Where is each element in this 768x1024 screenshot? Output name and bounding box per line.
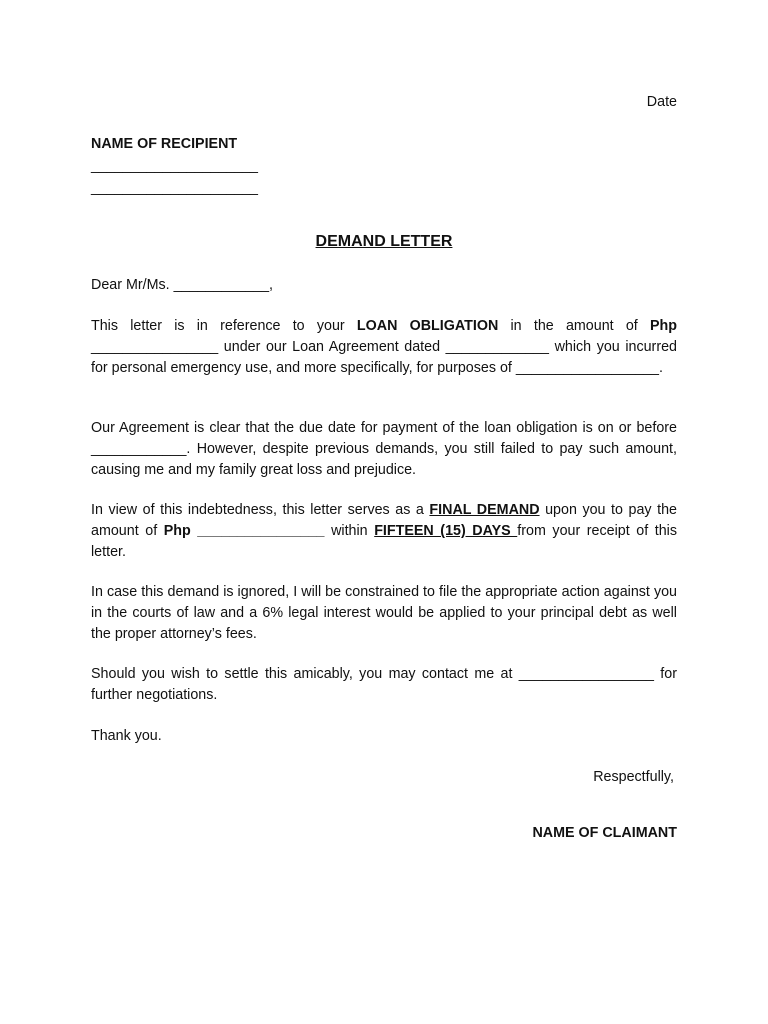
- paragraph-contact: Should you wish to settle this amicably, you may contact me at _________________ for further negotiations.: [91, 666, 677, 703]
- paragraph-text: in the amount of: [498, 318, 650, 334]
- paragraph-text: In view of this indebtedness, this letter serves as a: [91, 502, 430, 518]
- claimant-name: NAME OF CLAIMANT: [532, 825, 677, 841]
- thanks-line: Thank you.: [91, 728, 162, 744]
- paragraph-due-date: Our Agreement is clear that the due date for payment of the loan obligation is on or before ____________. However, despite previous demands, you still failed to pay such amount, causing me and my family great loss and prejudice.: [91, 420, 677, 478]
- paragraph-text: upon you to pay the amount of: [91, 502, 677, 539]
- recipient-name: NAME OF RECIPIENT: [91, 136, 238, 152]
- final-demand-term: FINAL DEMAND: [429, 502, 540, 518]
- paragraph-text: This letter is in reference to your: [91, 318, 357, 334]
- paragraph-loan-reference: [91, 316, 677, 379]
- recipient-address-line: _____________________: [91, 158, 258, 174]
- date-label: Date: [646, 94, 677, 110]
- salutation: Dear Mr/Ms. ____________,: [91, 277, 273, 293]
- paragraph-final-demand: [91, 500, 677, 563]
- letter-page: [91, 0, 677, 1024]
- recipient-address-line: _____________________: [91, 180, 258, 196]
- paragraph-legal-action: In case this demand is ignored, I will be constrained to file the appropriate action against you in the courts of law and a 6% legal interest would be applied to your principal debt as well the proper attorney’s fees.: [91, 584, 677, 642]
- deadline-term: FIFTEEN (15) DAYS: [374, 523, 518, 539]
- paragraph-text: within: [324, 523, 375, 539]
- recipient-block: [91, 133, 258, 199]
- closing-line: Respectfully,: [593, 769, 674, 785]
- paragraph-text: ________________ under our Loan Agreement dated _____________ which you incurred for personal emergency use, and more specifically, for purposes of __________________.: [91, 339, 677, 376]
- currency-label: Php: [649, 318, 677, 334]
- paragraph-text: from your receipt of this letter.: [91, 523, 677, 560]
- demand-amount: Php ________________: [163, 523, 325, 539]
- letter-title: DEMAND LETTER: [315, 233, 453, 250]
- loan-obligation-term: LOAN OBLIGATION: [356, 318, 499, 334]
